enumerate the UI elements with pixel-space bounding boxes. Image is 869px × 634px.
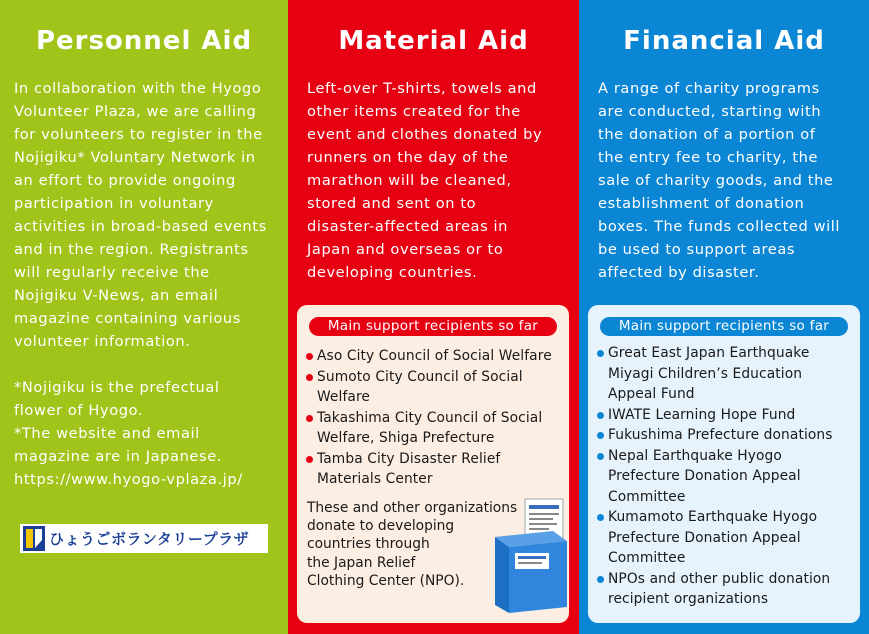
footnote-line: *Nojigiku is the prefectual xyxy=(14,379,220,396)
bullet-icon xyxy=(306,353,313,360)
bullet-icon xyxy=(597,412,604,419)
recipients-heading: Main support recipients so far xyxy=(600,317,848,336)
personnel-aid-title: Personnel Aid xyxy=(35,26,253,56)
text-line: other items created for the xyxy=(307,103,521,120)
footnote-line: *The website and email xyxy=(14,425,200,442)
website-url[interactable]: https://www.hyogo-vplaza.jp/ xyxy=(14,471,243,488)
material-aid-column xyxy=(288,0,579,634)
financial-aid-text xyxy=(598,77,863,284)
list-item: IWATE Learning Hope Fund xyxy=(597,405,855,426)
material-aid-title: Material Aid xyxy=(338,26,529,56)
bullet-icon xyxy=(597,514,604,521)
text-line: an effort to provide ongoing xyxy=(14,172,236,189)
bullet-icon xyxy=(306,456,313,463)
personnel-aid-column xyxy=(0,0,288,634)
text-line: the donation of a portion of xyxy=(598,126,816,143)
text-line: activities in broad-based events xyxy=(14,218,267,235)
text-line: for volunteers to register in the xyxy=(14,126,263,143)
list-item: Fukushima Prefecture donations xyxy=(597,425,855,446)
hyogo-volunteer-plaza-logo xyxy=(20,524,268,553)
bullet-icon xyxy=(597,432,604,439)
text-line: will regularly receive the xyxy=(14,264,210,281)
volunteer-plaza-logo-icon xyxy=(23,526,45,551)
text-line: Left-over T-shirts, towels and xyxy=(307,80,537,97)
text-line: marathon will be cleaned, xyxy=(307,172,512,189)
text-line: sale of charity goods, and the xyxy=(598,172,834,189)
list-item: Takashima City Council of Social Welfare, Shiga Prefecture xyxy=(306,408,564,449)
bullet-icon xyxy=(597,350,604,357)
financial-aid-column xyxy=(579,0,869,634)
bullet-icon xyxy=(597,453,604,460)
text-line: disaster-affected areas in xyxy=(307,218,509,235)
material-note: These and other organizations donate to developing countries through the Japan Relief Clothing Center (NPO). xyxy=(307,500,518,589)
recipients-list xyxy=(597,343,855,610)
text-line-blank xyxy=(14,353,284,376)
text-line: Nojigiku* Voluntary Network in xyxy=(14,149,256,166)
text-line: Japan and overseas or to xyxy=(307,241,504,258)
list-item: Nepal Earthquake Hyogo Prefecture Donation Appeal Committee xyxy=(597,446,855,508)
text-line: affected by disaster. xyxy=(598,264,760,281)
text-line: volunteer information. xyxy=(14,333,191,350)
text-line: A range of charity programs xyxy=(598,80,820,97)
list-item: Tamba City Disaster Relief Materials Center xyxy=(306,449,564,490)
list-item: Aso City Council of Social Welfare xyxy=(306,346,564,367)
material-recipients-box xyxy=(297,305,569,623)
logo-text: ひょうごボランタリープラザ xyxy=(49,530,250,548)
text-line: establishment of donation xyxy=(598,195,805,212)
text-line: runners on the day of the xyxy=(307,149,509,166)
recipients-list xyxy=(306,346,564,490)
list-item: NPOs and other public donation recipient organizations xyxy=(597,569,855,610)
bullet-icon xyxy=(306,374,313,381)
material-aid-text xyxy=(307,77,572,284)
text-line: Nojigiku V-News, an email xyxy=(14,287,219,304)
text-line: event and clothes donated by xyxy=(307,126,543,143)
financial-aid-title: Financial Aid xyxy=(623,26,825,56)
bullet-icon xyxy=(306,415,313,422)
recipients-heading: Main support recipients so far xyxy=(309,317,557,336)
list-item: Great East Japan Earthquake Miyagi Children’s Education Appeal Fund xyxy=(597,343,855,405)
text-line: Volunteer Plaza, we are calling xyxy=(14,103,257,120)
text-line: are conducted, starting with xyxy=(598,103,822,120)
text-line: be used to support areas xyxy=(598,241,796,258)
text-line: the entry fee to charity, the xyxy=(598,149,819,166)
text-line: developing countries. xyxy=(307,264,478,281)
bullet-icon xyxy=(597,576,604,583)
text-line: magazine containing various xyxy=(14,310,241,327)
text-line: participation in voluntary xyxy=(14,195,214,212)
personnel-aid-text xyxy=(14,77,284,491)
clothing-donation-box-icon xyxy=(491,495,569,617)
text-line: In collaboration with the Hyogo xyxy=(14,80,262,97)
footnote-line: magazine are in Japanese. xyxy=(14,448,223,465)
list-item: Kumamoto Earthquake Hyogo Prefecture Donation Appeal Committee xyxy=(597,507,855,569)
list-item: Sumoto City Council of Social Welfare xyxy=(306,367,564,408)
text-line: and in the region. Registrants xyxy=(14,241,249,258)
financial-recipients-box xyxy=(588,305,860,623)
text-line: boxes. The funds collected will xyxy=(598,218,841,235)
footnote-line: flower of Hyogo. xyxy=(14,402,144,419)
text-line: stored and sent on to xyxy=(307,195,477,212)
